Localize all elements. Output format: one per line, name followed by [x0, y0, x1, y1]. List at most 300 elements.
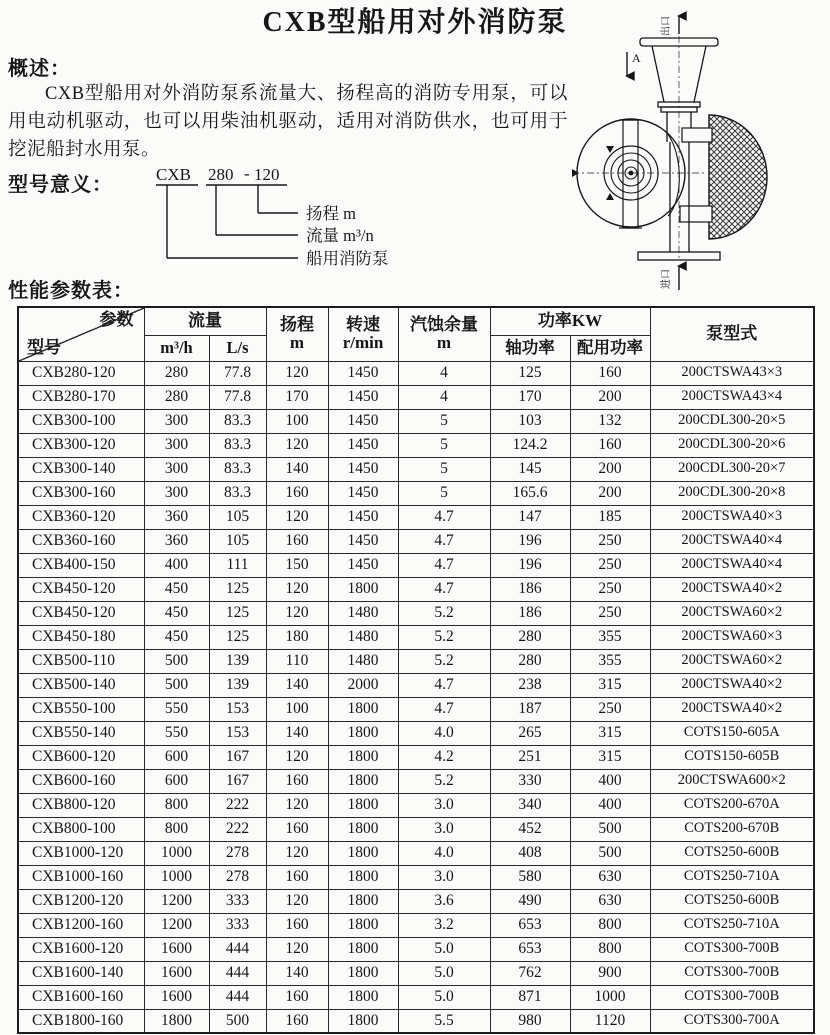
header-corner-param: 参数: [99, 310, 134, 329]
performance-table: [17, 306, 815, 1034]
model: CXB360-160: [18, 529, 144, 553]
npsh-m: 5.0: [398, 937, 490, 961]
rated-power: 250: [570, 697, 650, 721]
head-m: 140: [266, 673, 328, 697]
table-row: [18, 505, 814, 529]
shaft-power: 103: [490, 409, 570, 433]
speed-rpm: 1800: [328, 577, 398, 601]
flow-m3h: 1800: [144, 1009, 209, 1033]
header-speed-label: 转速: [346, 314, 380, 334]
head-m: 100: [266, 697, 328, 721]
model: CXB1600-120: [18, 937, 144, 961]
model: CXB1800-160: [18, 1009, 144, 1033]
flow-m3h: 1200: [144, 889, 209, 913]
table-row: [18, 961, 814, 985]
table-row: [18, 721, 814, 745]
npsh-m: 5.5: [398, 1009, 490, 1033]
flow-m3h: 500: [144, 673, 209, 697]
head-m: 120: [266, 433, 328, 457]
speed-rpm: 1450: [328, 505, 398, 529]
shaft-power: 165.6: [490, 481, 570, 505]
model: CXB1200-120: [18, 889, 144, 913]
header-npsh: [398, 307, 490, 361]
shaft-power: 125: [490, 361, 570, 385]
flow-ls: 83.3: [209, 409, 266, 433]
overview-text: CXB型船用对外消防泵系流量大、扬程高的消防专用泵，可以用电动机驱动，也可以用柴油机驱动，适用对消防供水，也可用于挖泥船封水用泵。: [8, 84, 568, 160]
shaft-power: 124.2: [490, 433, 570, 457]
rated-power: 630: [570, 889, 650, 913]
pump-type: 200CTSWA40×2: [650, 697, 814, 721]
model: CXB1200-160: [18, 913, 144, 937]
rated-power: 315: [570, 721, 650, 745]
speed-rpm: 1800: [328, 745, 398, 769]
rated-power: 1120: [570, 1009, 650, 1033]
flow-ls: 444: [209, 961, 266, 985]
header-pump-type: 泵型式: [650, 307, 814, 361]
rated-power: 315: [570, 745, 650, 769]
npsh-m: 3.0: [398, 817, 490, 841]
table-row: [18, 625, 814, 649]
performance-table-heading: 性能参数表：: [8, 280, 134, 302]
flow-ls: 153: [209, 697, 266, 721]
shaft-power: 580: [490, 865, 570, 889]
flow-ls: 83.3: [209, 481, 266, 505]
rated-power: 250: [570, 529, 650, 553]
header-head-label: 扬程: [280, 314, 314, 334]
npsh-m: 5.0: [398, 961, 490, 985]
npsh-m: 5: [398, 433, 490, 457]
pump-type: 200CTSWA43×4: [650, 385, 814, 409]
pump-type: COTS250-710A: [650, 913, 814, 937]
npsh-m: 5.2: [398, 625, 490, 649]
flow-ls: 105: [209, 505, 266, 529]
shaft-power: 187: [490, 697, 570, 721]
flow-m3h: 1600: [144, 961, 209, 985]
flow-ls: 111: [209, 553, 266, 577]
pump-type: COTS250-710A: [650, 865, 814, 889]
npsh-m: 4.7: [398, 529, 490, 553]
npsh-m: 4.0: [398, 721, 490, 745]
shaft-power: 762: [490, 961, 570, 985]
header-head-unit: m: [289, 333, 305, 353]
flow-ls: 125: [209, 625, 266, 649]
model-meaning-heading: 型号意义：: [8, 174, 113, 196]
head-m: 140: [266, 961, 328, 985]
table-row: [18, 529, 814, 553]
head-m: 170: [266, 385, 328, 409]
npsh-m: 4.0: [398, 841, 490, 865]
head-m: 120: [266, 601, 328, 625]
head-m: 150: [266, 553, 328, 577]
flow-m3h: 500: [144, 649, 209, 673]
model: CXB1000-120: [18, 841, 144, 865]
head-m: 160: [266, 865, 328, 889]
head-m: 120: [266, 937, 328, 961]
rated-power: 500: [570, 817, 650, 841]
flow-m3h: 600: [144, 769, 209, 793]
speed-rpm: 1800: [328, 1009, 398, 1033]
flow-ls: 125: [209, 577, 266, 601]
shaft-power: 280: [490, 625, 570, 649]
npsh-m: 5: [398, 457, 490, 481]
shaft-power: 452: [490, 817, 570, 841]
table-row: [18, 697, 814, 721]
outlet-label: 出口: [661, 16, 672, 36]
table-row: [18, 481, 814, 505]
model-code-series: CXB: [156, 165, 191, 184]
head-m: 160: [266, 481, 328, 505]
head-m: 120: [266, 745, 328, 769]
flow-m3h: 300: [144, 433, 209, 457]
flow-ls: 278: [209, 865, 266, 889]
model-code-separator: -: [244, 164, 250, 183]
model: CXB280-170: [18, 385, 144, 409]
speed-rpm: 1800: [328, 721, 398, 745]
flow-m3h: 450: [144, 601, 209, 625]
model-label-head: 扬程 m: [306, 204, 356, 223]
pump-type: COTS250-600B: [650, 841, 814, 865]
header-power: 功率KW: [490, 307, 650, 335]
inlet-label: 进口: [661, 269, 672, 289]
table-row: [18, 673, 814, 697]
speed-rpm: 1800: [328, 913, 398, 937]
npsh-m: 4.7: [398, 553, 490, 577]
header-speed: [328, 307, 398, 361]
pump-type: COTS200-670A: [650, 793, 814, 817]
shaft-power: 653: [490, 937, 570, 961]
head-m: 120: [266, 577, 328, 601]
rated-power: 200: [570, 457, 650, 481]
speed-rpm: 1800: [328, 961, 398, 985]
pump-type: 200CTSWA43×3: [650, 361, 814, 385]
speed-rpm: 1800: [328, 889, 398, 913]
shaft-power: 170: [490, 385, 570, 409]
npsh-m: 3.2: [398, 913, 490, 937]
head-m: 160: [266, 985, 328, 1009]
head-m: 180: [266, 625, 328, 649]
table-row: [18, 937, 814, 961]
flow-ls: 125: [209, 601, 266, 625]
model: CXB500-110: [18, 649, 144, 673]
speed-rpm: 1450: [328, 457, 398, 481]
header-head: [266, 307, 328, 361]
npsh-m: 4.7: [398, 577, 490, 601]
rated-power: 200: [570, 385, 650, 409]
speed-rpm: 1480: [328, 649, 398, 673]
table-row: [18, 985, 814, 1009]
model: CXB1600-160: [18, 985, 144, 1009]
npsh-m: 3.0: [398, 793, 490, 817]
shaft-power: 871: [490, 985, 570, 1009]
header-flow-m3h: m³/h: [144, 335, 209, 361]
rated-power: 132: [570, 409, 650, 433]
header-npsh-unit: m: [436, 333, 452, 353]
model: CXB300-140: [18, 457, 144, 481]
pump-type: 200CTSWA40×4: [650, 529, 814, 553]
model: CXB450-120: [18, 577, 144, 601]
head-m: 120: [266, 889, 328, 913]
npsh-m: 5: [398, 409, 490, 433]
speed-rpm: 1450: [328, 409, 398, 433]
model: CXB1000-160: [18, 865, 144, 889]
npsh-m: 4.7: [398, 673, 490, 697]
model: CXB550-100: [18, 697, 144, 721]
npsh-m: 5.2: [398, 601, 490, 625]
speed-rpm: 1800: [328, 985, 398, 1009]
model: CXB550-140: [18, 721, 144, 745]
flow-ls: 222: [209, 817, 266, 841]
shaft-power: 186: [490, 601, 570, 625]
pump-type: COTS250-600B: [650, 889, 814, 913]
table-row: [18, 1009, 814, 1033]
model: CXB600-120: [18, 745, 144, 769]
rated-power: 315: [570, 673, 650, 697]
shaft-power: 145: [490, 457, 570, 481]
table-row: [18, 769, 814, 793]
overview-heading: 概述：: [8, 58, 71, 80]
pump-type: 200CTSWA40×3: [650, 505, 814, 529]
speed-rpm: 1480: [328, 601, 398, 625]
header-corner-model: 型号: [27, 337, 61, 357]
shaft-power: 196: [490, 529, 570, 553]
table-row: [18, 385, 814, 409]
rated-power: 355: [570, 625, 650, 649]
table-row: [18, 577, 814, 601]
pump-type: COTS300-700B: [650, 961, 814, 985]
rated-power: 400: [570, 769, 650, 793]
flow-m3h: 550: [144, 697, 209, 721]
flow-ls: 77.8: [209, 361, 266, 385]
head-m: 120: [266, 505, 328, 529]
model: CXB500-140: [18, 673, 144, 697]
speed-rpm: 1800: [328, 865, 398, 889]
model: CXB300-120: [18, 433, 144, 457]
flow-ls: 222: [209, 793, 266, 817]
flow-m3h: 300: [144, 481, 209, 505]
flow-m3h: 800: [144, 817, 209, 841]
pump-type: 200CTSWA40×4: [650, 553, 814, 577]
pump-type: COTS300-700B: [650, 985, 814, 1009]
flow-ls: 167: [209, 769, 266, 793]
header-rated-power: 配用功率: [570, 335, 650, 361]
rated-power: 185: [570, 505, 650, 529]
flow-ls: 83.3: [209, 433, 266, 457]
pump-type: 200CTSWA40×2: [650, 577, 814, 601]
shaft-power: 980: [490, 1009, 570, 1033]
model: CXB280-120: [18, 361, 144, 385]
npsh-m: 3.6: [398, 889, 490, 913]
shaft-power: 340: [490, 793, 570, 817]
flow-m3h: 360: [144, 505, 209, 529]
table-row: [18, 889, 814, 913]
pump-type: 200CTSWA40×2: [650, 673, 814, 697]
shaft-power: 147: [490, 505, 570, 529]
npsh-m: 5: [398, 481, 490, 505]
table-row: [18, 553, 814, 577]
table-row: [18, 817, 814, 841]
rated-power: 200: [570, 481, 650, 505]
model-label-flow: 流量 m³/n: [306, 226, 374, 245]
flow-ls: 333: [209, 913, 266, 937]
performance-table-body: [18, 361, 814, 1033]
flow-m3h: 300: [144, 409, 209, 433]
shaft-power: 490: [490, 889, 570, 913]
model: CXB450-180: [18, 625, 144, 649]
head-m: 120: [266, 361, 328, 385]
npsh-m: 5.2: [398, 649, 490, 673]
flow-m3h: 450: [144, 625, 209, 649]
model: CXB600-160: [18, 769, 144, 793]
flow-ls: 333: [209, 889, 266, 913]
rated-power: 400: [570, 793, 650, 817]
flow-m3h: 280: [144, 385, 209, 409]
head-m: 160: [266, 913, 328, 937]
speed-rpm: 1480: [328, 625, 398, 649]
flow-m3h: 1600: [144, 985, 209, 1009]
speed-rpm: 1800: [328, 937, 398, 961]
model-label-series: 船用消防泵: [306, 249, 389, 268]
flow-ls: 105: [209, 529, 266, 553]
speed-rpm: 1800: [328, 769, 398, 793]
pump-type: 200CTSWA60×3: [650, 625, 814, 649]
npsh-m: 4: [398, 385, 490, 409]
header-speed-unit: r/min: [342, 333, 384, 353]
flow-ls: 500: [209, 1009, 266, 1033]
head-m: 160: [266, 817, 328, 841]
rated-power: 800: [570, 913, 650, 937]
flow-m3h: 400: [144, 553, 209, 577]
npsh-m: 4.7: [398, 505, 490, 529]
flow-ls: 153: [209, 721, 266, 745]
shaft-power: 280: [490, 649, 570, 673]
speed-rpm: 1450: [328, 529, 398, 553]
flow-m3h: 360: [144, 529, 209, 553]
speed-rpm: 1800: [328, 697, 398, 721]
pump-type: 200CTSWA600×2: [650, 769, 814, 793]
flow-m3h: 550: [144, 721, 209, 745]
pump-type: 200CDL300-20×8: [650, 481, 814, 505]
flow-m3h: 1000: [144, 841, 209, 865]
rated-power: 500: [570, 841, 650, 865]
shaft-power: 251: [490, 745, 570, 769]
table-row: [18, 745, 814, 769]
speed-rpm: 1800: [328, 793, 398, 817]
model-code-head: 120: [254, 165, 280, 184]
header-flow: 流量: [144, 307, 266, 335]
flow-ls: 167: [209, 745, 266, 769]
model: CXB800-120: [18, 793, 144, 817]
shaft-power: 196: [490, 553, 570, 577]
flow-m3h: 800: [144, 793, 209, 817]
shaft-power: 653: [490, 913, 570, 937]
rated-power: 800: [570, 937, 650, 961]
head-m: 160: [266, 529, 328, 553]
speed-rpm: 1450: [328, 385, 398, 409]
shaft-power: 265: [490, 721, 570, 745]
pump-type: COTS300-700A: [650, 1009, 814, 1033]
head-m: 160: [266, 1009, 328, 1033]
model: CXB360-120: [18, 505, 144, 529]
coupling-dome: [709, 115, 767, 239]
flow-ls: 83.3: [209, 457, 266, 481]
speed-rpm: 1450: [328, 553, 398, 577]
pump-type: COTS150-605A: [650, 721, 814, 745]
speed-rpm: 2000: [328, 673, 398, 697]
table-row: [18, 841, 814, 865]
model-meaning-diagram: [140, 160, 480, 278]
head-m: 110: [266, 649, 328, 673]
table-row: [18, 649, 814, 673]
pump-type: 200CTSWA60×2: [650, 601, 814, 625]
head-m: 140: [266, 457, 328, 481]
model: CXB1600-140: [18, 961, 144, 985]
speed-rpm: 1450: [328, 433, 398, 457]
table-row: [18, 601, 814, 625]
npsh-m: 4.2: [398, 745, 490, 769]
centerline-mark: [572, 169, 579, 177]
shaft-power: 330: [490, 769, 570, 793]
volute-mark-top: [606, 146, 614, 153]
table-row: [18, 361, 814, 385]
rated-power: 250: [570, 577, 650, 601]
flow-m3h: 450: [144, 577, 209, 601]
speed-rpm: 1800: [328, 841, 398, 865]
speed-rpm: 1800: [328, 817, 398, 841]
flow-m3h: 1000: [144, 865, 209, 889]
pump-type: 200CDL300-20×6: [650, 433, 814, 457]
table-row: [18, 433, 814, 457]
speed-rpm: 1450: [328, 481, 398, 505]
flow-ls: 139: [209, 649, 266, 673]
pump-type: COTS150-605B: [650, 745, 814, 769]
rated-power: 900: [570, 961, 650, 985]
rated-power: 250: [570, 601, 650, 625]
model: CXB400-150: [18, 553, 144, 577]
model: CXB300-100: [18, 409, 144, 433]
rated-power: 160: [570, 361, 650, 385]
npsh-m: 4: [398, 361, 490, 385]
header-shaft-power: 轴功率: [490, 335, 570, 361]
table-row: [18, 913, 814, 937]
flow-m3h: 600: [144, 745, 209, 769]
flow-m3h: 1600: [144, 937, 209, 961]
pump-type: COTS200-670B: [650, 817, 814, 841]
flow-ls: 444: [209, 985, 266, 1009]
head-m: 140: [266, 721, 328, 745]
speed-rpm: 1450: [328, 361, 398, 385]
table-row: [18, 865, 814, 889]
head-m: 160: [266, 769, 328, 793]
shaft-power: 408: [490, 841, 570, 865]
rated-power: 355: [570, 649, 650, 673]
pump-drawing: [570, 2, 824, 294]
model: CXB300-160: [18, 481, 144, 505]
model: CXB800-100: [18, 817, 144, 841]
head-m: 100: [266, 409, 328, 433]
flow-m3h: 1200: [144, 913, 209, 937]
flow-ls: 139: [209, 673, 266, 697]
model-code-flow: 280: [208, 165, 234, 184]
pump-type: 200CTSWA60×2: [650, 649, 814, 673]
rated-power: 160: [570, 433, 650, 457]
table-row: [18, 457, 814, 481]
rated-power: 630: [570, 865, 650, 889]
page-title: CXB型船用对外消防泵: [262, 7, 568, 38]
head-m: 120: [266, 841, 328, 865]
flow-ls: 77.8: [209, 385, 266, 409]
rated-power: 1000: [570, 985, 650, 1009]
flow-ls: 278: [209, 841, 266, 865]
